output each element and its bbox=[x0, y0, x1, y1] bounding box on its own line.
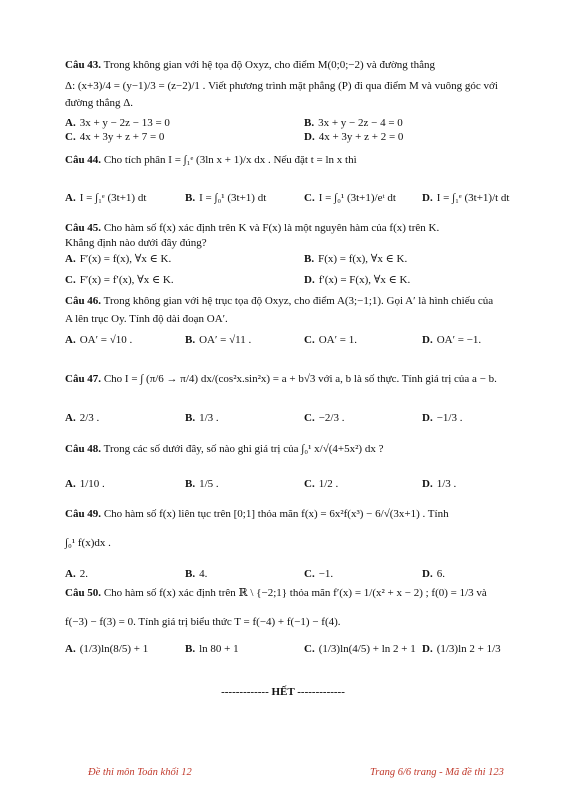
option-text: 1/3 . bbox=[436, 478, 457, 490]
question-text: Cho hàm số f(x) liên tục trên [0;1] thỏa mãn f(x) = 6x²f(x³) − 6/√(3x+1) . Tính bbox=[103, 508, 449, 520]
option-text: 1/5 . bbox=[199, 478, 219, 490]
option-text: F(x) = f(x), ∀x ∈ K. bbox=[318, 253, 408, 265]
question-text: f(−3) − f(3) = 0. Tính giá trị biểu thức T = f(−4) + f(−1) − f(4). bbox=[65, 616, 341, 628]
option-text: OA′ = −1. bbox=[436, 334, 482, 346]
option-d[interactable]: D. 1/3 . bbox=[422, 478, 457, 490]
option-b[interactable]: B. F(x) = f(x), ∀x ∈ K. bbox=[304, 253, 408, 265]
option-text: 4. bbox=[199, 568, 208, 580]
option-b[interactable]: B. 4. bbox=[185, 568, 208, 580]
option-a[interactable]: A. I = ∫₁ᵉ (3t+1) dt bbox=[65, 192, 147, 204]
option-text: 6. bbox=[436, 568, 445, 580]
question-50 bbox=[65, 586, 518, 630]
option-text: 4x + 3y + z + 7 = 0 bbox=[79, 131, 165, 143]
option-a[interactable]: A. (1/3)ln(8/5) + 1 bbox=[65, 643, 149, 655]
option-text: −1/3 . bbox=[436, 412, 463, 424]
option-d[interactable]: D. f′(x) = F(x), ∀x ∈ K. bbox=[304, 274, 411, 286]
option-a[interactable]: A. OA′ = √10 . bbox=[65, 334, 133, 346]
option-c[interactable]: C. OA′ = 1. bbox=[304, 334, 357, 346]
option-text: f′(x) = F(x), ∀x ∈ K. bbox=[318, 274, 411, 286]
question-text: Cho hàm số f(x) xác định trên ℝ \ {−2;1} thỏa mãn f′(x) = 1/(x² + x − 2) ; f(0) = 1/3 và bbox=[103, 587, 487, 599]
option-text: I = ∫₀¹ (3t+1)/eᵗ dt bbox=[318, 192, 396, 204]
question-text: Δ: (x+3)/4 = (y−1)/3 = (z−2)/1 . Viết phương trình mặt phẳng (P) đi qua điểm M và vuông góc với bbox=[65, 80, 498, 92]
question-label: Câu 49. bbox=[65, 508, 102, 520]
question-45 bbox=[65, 221, 518, 251]
question-text: ∫₀¹ f(x)dx . bbox=[65, 537, 111, 549]
question-48 bbox=[65, 442, 518, 457]
question-44 bbox=[65, 153, 518, 168]
option-text: I = ∫₀¹ (3t+1) dt bbox=[199, 192, 267, 204]
question-text: đường thẳng Δ. bbox=[65, 97, 134, 109]
option-d[interactable]: D. OA′ = −1. bbox=[422, 334, 482, 346]
question-label: Câu 45. bbox=[65, 222, 102, 234]
option-text: (1/3)ln(8/5) + 1 bbox=[79, 643, 149, 655]
footer-right: Trang 6/6 trang - Mã đề thi 123 bbox=[370, 767, 504, 778]
option-text: I = ∫₁ᵉ (3t+1) dt bbox=[79, 192, 147, 204]
question-text: Cho I = ∫ (π/6 → π/4) dx/(cos²x.sin²x) = a + b√3 với a, b là số thực. Tính giá trị của a − b. bbox=[103, 373, 497, 385]
option-b[interactable]: B. I = ∫₀¹ (3t+1) dt bbox=[185, 192, 267, 204]
option-a[interactable]: A. 1/10 . bbox=[65, 478, 105, 490]
option-text: −1. bbox=[318, 568, 334, 580]
option-c[interactable]: C. I = ∫₀¹ (3t+1)/eᵗ dt bbox=[304, 192, 396, 204]
option-d[interactable]: D. (1/3)ln 2 + 1/3 bbox=[422, 643, 501, 655]
option-text: 4x + 3y + z + 2 = 0 bbox=[318, 131, 404, 143]
question-text: Khẳng định nào dưới đây đúng? bbox=[65, 237, 207, 249]
option-text: 1/3 . bbox=[199, 412, 219, 424]
option-text: OA′ = √10 . bbox=[79, 334, 133, 346]
question-46 bbox=[65, 294, 518, 327]
option-d[interactable]: D. 4x + 3y + z + 2 = 0 bbox=[304, 131, 404, 143]
option-text: 2. bbox=[79, 568, 88, 580]
option-c[interactable]: C. (1/3)ln(4/5) + ln 2 + 1 bbox=[304, 643, 416, 655]
option-text: 3x + y − 2z − 13 = 0 bbox=[79, 117, 170, 129]
question-label: Câu 47. bbox=[65, 373, 102, 385]
question-text: A lên trục Oy. Tính độ dài đoạn OA′. bbox=[65, 313, 228, 325]
question-text: Trong các số dưới đây, số nào ghi giá trị của ∫₀¹ x/√(4+5x²) dx ? bbox=[103, 443, 384, 455]
option-c[interactable]: C. −2/3 . bbox=[304, 412, 345, 424]
question-43-line-3 bbox=[65, 96, 518, 111]
question-label: Câu 46. bbox=[65, 295, 102, 307]
question-43-line-1 bbox=[65, 58, 518, 73]
option-a[interactable]: A. 3x + y − 2z − 13 = 0 bbox=[65, 117, 170, 129]
option-text: (1/3)ln 2 + 1/3 bbox=[436, 643, 501, 655]
option-text: 2/3 . bbox=[79, 412, 100, 424]
option-text: (1/3)ln(4/5) + ln 2 + 1 bbox=[318, 643, 416, 655]
option-text: ln 80 + 1 bbox=[199, 643, 239, 655]
option-b[interactable]: B. ln 80 + 1 bbox=[185, 643, 239, 655]
option-text: 1/2 . bbox=[318, 478, 339, 490]
option-text: 3x + y − 2z − 4 = 0 bbox=[318, 117, 403, 129]
question-label: Câu 50. bbox=[65, 587, 102, 599]
option-a[interactable]: A. F′(x) = f(x), ∀x ∈ K. bbox=[65, 253, 172, 265]
option-d[interactable]: D. −1/3 . bbox=[422, 412, 463, 424]
option-c[interactable]: C. 1/2 . bbox=[304, 478, 339, 490]
option-d[interactable]: D. I = ∫₁ᵉ (3t+1)/t dt bbox=[422, 192, 510, 204]
question-text: Cho tích phân I = ∫₁ᵉ (3ln x + 1)/x dx . Nếu đặt t = ln x thì bbox=[103, 154, 357, 166]
question-43-line-2 bbox=[65, 79, 518, 94]
option-text: F′(x) = f′(x), ∀x ∈ K. bbox=[79, 274, 174, 286]
option-text: I = ∫₁ᵉ (3t+1)/t dt bbox=[436, 192, 510, 204]
end-marker: ------------- HẾT ------------- bbox=[221, 686, 345, 698]
question-label: Câu 43. bbox=[65, 59, 102, 71]
question-47 bbox=[65, 372, 518, 387]
option-text: −2/3 . bbox=[318, 412, 345, 424]
question-49 bbox=[65, 507, 518, 551]
question-label: Câu 48. bbox=[65, 443, 102, 455]
option-a[interactable]: A. 2. bbox=[65, 568, 88, 580]
option-b[interactable]: B. 3x + y − 2z − 4 = 0 bbox=[304, 117, 403, 129]
option-b[interactable]: B. 1/3 . bbox=[185, 412, 219, 424]
option-b[interactable]: B. OA′ = √11 . bbox=[185, 334, 252, 346]
question-text: Trong không gian với hệ tọa độ Oxyz, cho điểm M(0;0;−2) và đường thẳng bbox=[103, 59, 435, 71]
option-b[interactable]: B. 1/5 . bbox=[185, 478, 219, 490]
option-text: OA′ = 1. bbox=[318, 334, 357, 346]
question-text: Cho hàm số f(x) xác định trên K và F(x) là một nguyên hàm của f(x) trên K. bbox=[103, 222, 440, 234]
question-43 bbox=[65, 58, 518, 111]
option-text: 1/10 . bbox=[79, 478, 105, 490]
question-label: Câu 44. bbox=[65, 154, 102, 166]
option-c[interactable]: C. −1. bbox=[304, 568, 334, 580]
option-c[interactable]: C. 4x + 3y + z + 7 = 0 bbox=[65, 131, 165, 143]
option-text: F′(x) = f(x), ∀x ∈ K. bbox=[79, 253, 172, 265]
option-a[interactable]: A. 2/3 . bbox=[65, 412, 100, 424]
footer-left: Đề thi môn Toán khối 12 bbox=[88, 767, 192, 778]
option-text: OA′ = √11 . bbox=[199, 334, 252, 346]
option-d[interactable]: D. 6. bbox=[422, 568, 445, 580]
question-text: Trong không gian với hệ trục tọa độ Oxyz, cho điểm A(3;−1;1). Gọi A′ là hình chiếu của bbox=[103, 295, 494, 307]
option-c[interactable]: C. F′(x) = f′(x), ∀x ∈ K. bbox=[65, 274, 174, 286]
